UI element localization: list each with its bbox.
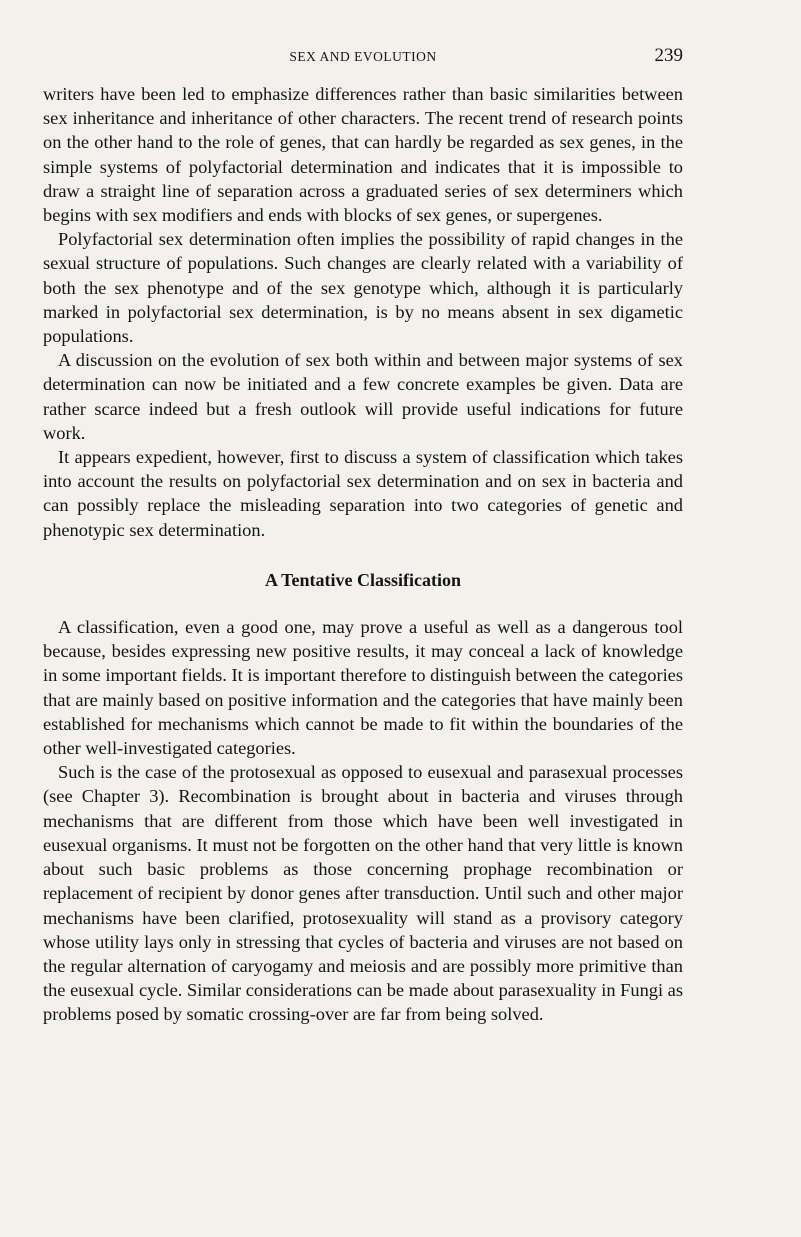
running-title: SEX AND EVOLUTION bbox=[289, 49, 437, 64]
paragraph: Such is the case of the protosexual as opposed to eusexual and parasexual processes (see Chapter 3). Recombination is brought about in bacteria and viruses through mechanisms that are different from those which have been well investigated in eusexual organisms. It must not be forgotten on the other hand that very little is known about such basic problems as those concerning prophage recombination or replacement of recipient by donor genes after transduction. Until such and other major mechanisms have been clarified, protosexuality will stand as a provisory category whose utility lays only in stressing that cycles of bacteria and viruses are not based on the regular alternation of caryogamy and meiosis and are possibly more primitive than the eusexual cycle. Similar considerations can be made about parasexuality in Fungi as problems posed by somatic crossing-over are far from being solved. bbox=[43, 762, 683, 1025]
running-head bbox=[43, 45, 683, 69]
body-text bbox=[43, 82, 683, 1027]
paragraph: Polyfactorial sex determination often implies the possibility of rapid changes in the sexual structure of populations. Such changes are clearly related with a variability of both the sex phenotype and of the sex genotype which, although it is particularly marked in polyfactorial sex determination, is by no means absent in sex digametic populations. bbox=[43, 229, 683, 347]
page-number: 239 bbox=[654, 45, 683, 66]
paragraph: It appears expedient, however, first to discuss a system of classification which takes into account the results on polyfactorial sex determination and on sex in bacteria and can possibly replace the misleading separation into two categories of genetic and phenotypic sex determination. bbox=[43, 447, 683, 540]
paragraph: A discussion on the evolution of sex both within and between major systems of sex determination can now be initiated and a few concrete examples be given. Data are rather scarce indeed but a fresh outlook will provide useful indications for future work. bbox=[43, 350, 683, 443]
section-heading: A Tentative Classification bbox=[264, 569, 461, 590]
paragraph: writers have been led to emphasize differences rather than basic similarities between sex inheritance and inheritance of other characters. The recent trend of research points on the other hand to the role of genes, that can hardly be regarded as sex genes, in the simple systems of polyfactorial determination and indicates that it is impossible to draw a straight line of separation across a graduated series of sex determiners which begins with sex modifiers and ends with blocks of sex genes, or supergenes. bbox=[43, 84, 683, 226]
paragraph: A classification, even a good one, may prove a useful as well as a dangerous tool because, besides expressing new positive results, it may conceal a lack of knowledge in some important fields. It is important therefore to distinguish between the categories that are mainly based on positive information and the categories that have mainly been established for mechanisms which cannot be made to fit within the boundaries of the other well-investigated categories. bbox=[43, 617, 683, 759]
